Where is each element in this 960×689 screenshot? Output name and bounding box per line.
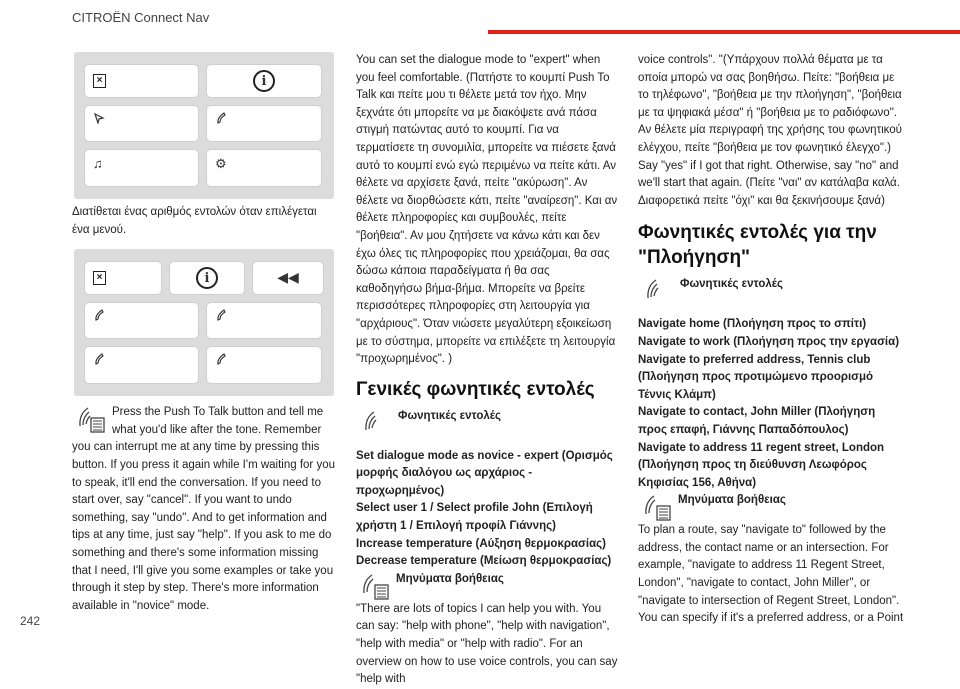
route-planning-help-text: To plan a route, say "navigate to" followed by the address, the contact name or an intersection. For example, "navigate to address 11 Regent Street, London", "navigate to contact, John Miller", or "navigate to intersection of Regent Street, London". You can specify if it's a preferred address, or a Point bbox=[638, 524, 904, 625]
music-note-icon: ♫ bbox=[93, 156, 103, 171]
voice-commands-label: Φωνητικές εντολές bbox=[398, 409, 501, 422]
command-item: Select user 1 / Select profile John (Επιλογή χρήστη 1 / Επιλογή προφίλ Γιάννης) bbox=[356, 502, 593, 533]
navigation-commands-heading: Φωνητικές εντολές για την "Πλοήγηση" bbox=[638, 222, 877, 269]
screen-tile bbox=[84, 302, 199, 339]
command-item: Navigate to contact, John Miller (Πλοήγηση προς επαφή, Γιάννης Παπαδόπουλος) bbox=[638, 406, 876, 436]
command-item: Navigate home (Πλοήγηση προς το σπίτι) bbox=[638, 318, 867, 331]
command-item: Navigate to preferred address, Tennis club (Πλοήγηση προς προτιμώμενο προορισμό Τέννις Κλάμπ) bbox=[638, 353, 874, 401]
column-2 bbox=[356, 52, 618, 689]
screen-tile bbox=[84, 105, 199, 142]
header-accent-bar bbox=[488, 30, 960, 34]
info-icon: i bbox=[253, 70, 275, 92]
screen-tile bbox=[169, 261, 245, 295]
rewind-icon: ◀◀ bbox=[277, 269, 299, 286]
screen-tile bbox=[84, 64, 199, 98]
help-messages-label: Μηνύματα βοήθειας bbox=[678, 494, 786, 507]
help-messages-label-row bbox=[356, 571, 618, 601]
command-item: Navigate to work (Πλοήγηση προς την εργασία) bbox=[638, 335, 900, 348]
help-messages-icon bbox=[360, 571, 390, 601]
push-to-talk-icon bbox=[76, 404, 106, 434]
close-box-icon: × bbox=[93, 74, 106, 88]
screen-tile bbox=[84, 261, 162, 295]
page-number: 242 bbox=[20, 614, 41, 628]
screen-tile bbox=[206, 105, 322, 142]
menu-commands-caption: Διατίθεται ένας αριθμός εντολών όταν επιλέγεται ένα μενού. bbox=[72, 206, 317, 236]
screen-tile bbox=[84, 149, 199, 187]
voice-commands-icon bbox=[362, 408, 392, 438]
help-continued-text: voice controls". "(Υπάρχουν πολλά θέματα με τα οποία μπορώ να σας βοηθήσω. Πείτε: "βοήθεια με το τηλέφωνο", "βοήθεια με την πλοήγηση", "βοήθεια με τα ψηφιακά μέσα" ή "βοήθεια με το ραδιόφωνο". Αν θέλετε μία περιγραφή της χρήσης του φωνητικού ελέγχου, πείτε "βοήθεια με τον φωνητικό έλεγχο".) Say "yes" if I got that right. Otherwise, say "no" and we'll start that again. (Πείτε "ναι" αν κατάλαβα καλά. Διαφορετικά πείτε "όχι" και θα ξεκινήσουμε ξανά) bbox=[638, 54, 902, 207]
column-3 bbox=[638, 52, 906, 628]
voice-commands-label-row bbox=[638, 276, 906, 306]
screen-tile bbox=[206, 302, 322, 339]
phone-icon bbox=[93, 308, 105, 326]
voice-commands-label-row bbox=[356, 408, 618, 438]
phone-icon bbox=[215, 308, 227, 326]
column-1 bbox=[72, 52, 336, 615]
voice-commands-label: Φωνητικές εντολές bbox=[680, 278, 783, 291]
push-to-talk-paragraph bbox=[72, 404, 336, 615]
help-messages-label: Μηνύματα βοήθειας bbox=[396, 572, 504, 585]
screen-tile bbox=[206, 64, 322, 98]
phone-icon bbox=[215, 352, 227, 370]
settings-gear-icon: ⚙ bbox=[215, 156, 227, 171]
close-box-icon: × bbox=[93, 271, 106, 285]
push-to-talk-text: Press the Push To Talk button and tell me what you'd like after the tone. Remember you can interrupt me at any time by pressing this button. If you press it again while I'm waiting for you to speak, it'll end the conversation. If you need to start over, say "cancel". If you want to undo something, say "undo". And to get information and tips at any time, just say "help". If you ask to me do something and there's some information missing that I need, I'll give you some examples or take you through it step by step. There's more information available in "novice" mode. bbox=[72, 406, 335, 612]
dialogue-mode-intro-text: You can set the dialogue mode to "expert" when you feel comfortable. (Πατήστε το κουμπί Push To Talk και πείτε μου τι θέλετε μετά τον ήχο. Μην ξεχνάτε ότι μπορείτε να με διακόψετε ανά πάσα στιγμή πατώντας αυτό το κουμπί. Για να τερματίσετε τη συνομιλία, μπορείτε να πιέσετε ξανά αυτό το κουμπί ενώ εγώ περιμένω να πείτε κάτι. Αν θέλετε να αρχίσετε ξανά, πείτε "ακύρωση". Αν θέλετε να διορθώσετε κάτι, πείτε "αναίρεση". Και αν θέλετε πληροφορίες και συμβουλές, πείτε "βοήθεια". Αν μου ζητήσετε να κάνω κάτι και δεν έχω όλες τις πληροφορίες που χρειάζομαι, θα σας δώσω κάποια παραδείγματα ή θα σας καθοδηγήσω βήμα-βήμα. Μπορείτε να βρείτε περισσότερες πληροφορίες στη λειτουργία για "αρχάριους". Όταν νιώσετε μεγαλύτερη εξοικείωση με το σύστημα, μπορείτε να επιλέξετε τη λειτουργία "προχωρημένος". ) bbox=[356, 54, 618, 366]
voice-commands-icon bbox=[644, 276, 674, 306]
help-messages-label-row bbox=[638, 492, 906, 522]
navigation-icon bbox=[93, 111, 105, 129]
command-item: Set dialogue mode as novice - expert (Ορισμός μορφής διαλόγου ως αρχάριος - προχωρημένος) bbox=[356, 449, 613, 497]
voice-menu-screen-1 bbox=[74, 52, 334, 199]
voice-menu-screen-2 bbox=[74, 249, 334, 396]
document-header-title: CITROËN Connect Nav bbox=[72, 10, 210, 25]
screen-tile bbox=[252, 261, 324, 295]
screen-tile bbox=[206, 346, 322, 384]
phone-icon bbox=[215, 111, 227, 129]
general-commands-heading: Γενικές φωνητικές εντολές bbox=[356, 378, 595, 400]
command-item: Decrease temperature (Μείωση θερμοκρασίας) bbox=[356, 555, 612, 568]
help-messages-icon bbox=[642, 492, 672, 522]
screen-tile bbox=[206, 149, 322, 187]
help-messages-text: "There are lots of topics I can help you with. You can say: "help with phone", "help with navigation", "help with media" or "help with radio". For an overview on how to use voice controls, you can say "help with bbox=[356, 602, 618, 686]
phone-icon bbox=[93, 352, 105, 370]
command-item: Increase temperature (Αύξηση θερμοκρασίας) bbox=[356, 537, 606, 550]
info-icon: i bbox=[196, 267, 218, 289]
screen-tile bbox=[84, 346, 199, 384]
command-item: Navigate to address 11 regent street, London (Πλοήγηση προς τη διεύθυνση Λεωφόρος Κηφισίας 156, Αθήνα) bbox=[638, 441, 885, 489]
